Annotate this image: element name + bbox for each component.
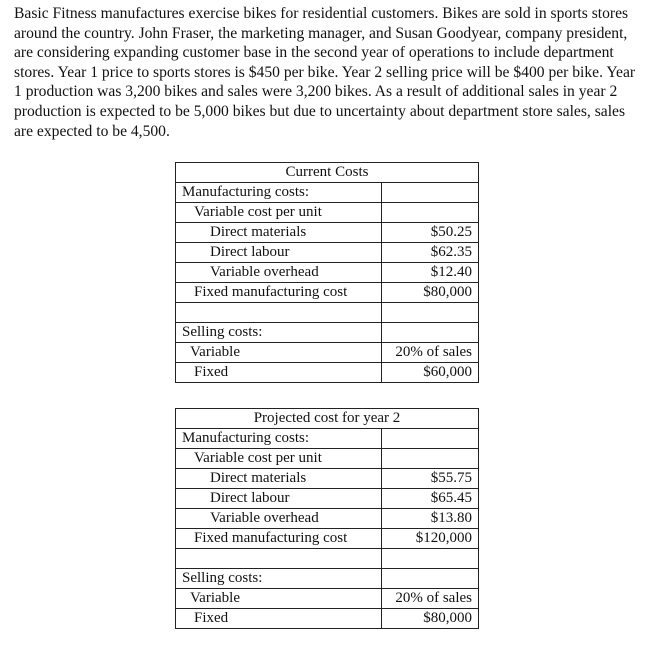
table-row — [176, 263, 479, 283]
table-row — [176, 469, 479, 489]
table-row — [176, 203, 479, 223]
selling-variable-value: 20% of sales — [381, 589, 478, 609]
direct-materials-label: Direct materials — [176, 223, 382, 243]
selling-fixed-value: $80,000 — [381, 609, 478, 629]
variable-overhead-value: $13.80 — [381, 509, 478, 529]
empty-cell — [381, 569, 478, 589]
problem-description: Basic Fitness manufactures exercise bikes for residential customers. Bikes are sold in sports stores around the country. John Fraser, the marketing manager, and Susan Goodyear, company president, are considering expanding customer base in the second year of operations to include department stores. Year 1 price to sports stores is $450 per bike. Year 2 selling price will be $400 per bike. Year 1 production was 3,200 bikes and sales were 3,200 bikes. As a result of additional sales in year 2 production is expected to be 5,000 bikes but due to uncertainty about department store sales, sales are expected to be 4,500. — [14, 5, 636, 140]
table-row — [176, 283, 479, 303]
selling-costs-label: Selling costs: — [176, 323, 382, 343]
empty-cell — [381, 303, 478, 323]
table-row — [176, 343, 479, 363]
empty-cell — [381, 323, 478, 343]
table-row — [176, 183, 479, 203]
manufacturing-costs-label: Manufacturing costs: — [176, 183, 382, 203]
table-row — [176, 509, 479, 529]
direct-materials-value: $50.25 — [381, 223, 478, 243]
selling-fixed-label: Fixed — [176, 363, 382, 383]
table-row-empty — [176, 303, 479, 323]
table-row — [176, 449, 479, 469]
table-row — [176, 489, 479, 509]
table-row — [176, 529, 479, 549]
fixed-manufacturing-value: $80,000 — [381, 283, 478, 303]
direct-labour-value: $62.35 — [381, 243, 478, 263]
manufacturing-costs-label: Manufacturing costs: — [176, 429, 382, 449]
table-row — [176, 363, 479, 383]
empty-cell — [176, 303, 382, 323]
table-row — [176, 323, 479, 343]
selling-fixed-label: Fixed — [176, 609, 382, 629]
empty-cell — [176, 549, 382, 569]
variable-overhead-value: $12.40 — [381, 263, 478, 283]
table-row — [176, 429, 479, 449]
selling-variable-label: Variable — [176, 589, 382, 609]
empty-cell — [381, 183, 478, 203]
fixed-manufacturing-label: Fixed manufacturing cost — [176, 283, 382, 303]
table-row — [176, 223, 479, 243]
fixed-manufacturing-label: Fixed manufacturing cost — [176, 529, 382, 549]
table-title-row — [176, 409, 479, 429]
table-row — [176, 243, 479, 263]
current-costs-table — [175, 162, 479, 383]
empty-cell — [381, 549, 478, 569]
table-row-empty — [176, 549, 479, 569]
direct-labour-label: Direct labour — [176, 489, 382, 509]
variable-cost-label: Variable cost per unit — [176, 203, 382, 223]
direct-materials-value: $55.75 — [381, 469, 478, 489]
selling-fixed-value: $60,000 — [381, 363, 478, 383]
selling-variable-label: Variable — [176, 343, 382, 363]
variable-overhead-label: Variable overhead — [176, 509, 382, 529]
table-row — [176, 609, 479, 629]
selling-variable-value: 20% of sales — [381, 343, 478, 363]
empty-cell — [381, 203, 478, 223]
selling-costs-label: Selling costs: — [176, 569, 382, 589]
table-title: Projected cost for year 2 — [176, 409, 479, 429]
empty-cell — [381, 449, 478, 469]
direct-labour-label: Direct labour — [176, 243, 382, 263]
table-title: Current Costs — [176, 163, 479, 183]
variable-cost-label: Variable cost per unit — [176, 449, 382, 469]
variable-overhead-label: Variable overhead — [176, 263, 382, 283]
table-title-row — [176, 163, 479, 183]
empty-cell — [381, 429, 478, 449]
direct-labour-value: $65.45 — [381, 489, 478, 509]
fixed-manufacturing-value: $120,000 — [381, 529, 478, 549]
projected-costs-table — [175, 408, 479, 629]
direct-materials-label: Direct materials — [176, 469, 382, 489]
table-row — [176, 569, 479, 589]
table-row — [176, 589, 479, 609]
